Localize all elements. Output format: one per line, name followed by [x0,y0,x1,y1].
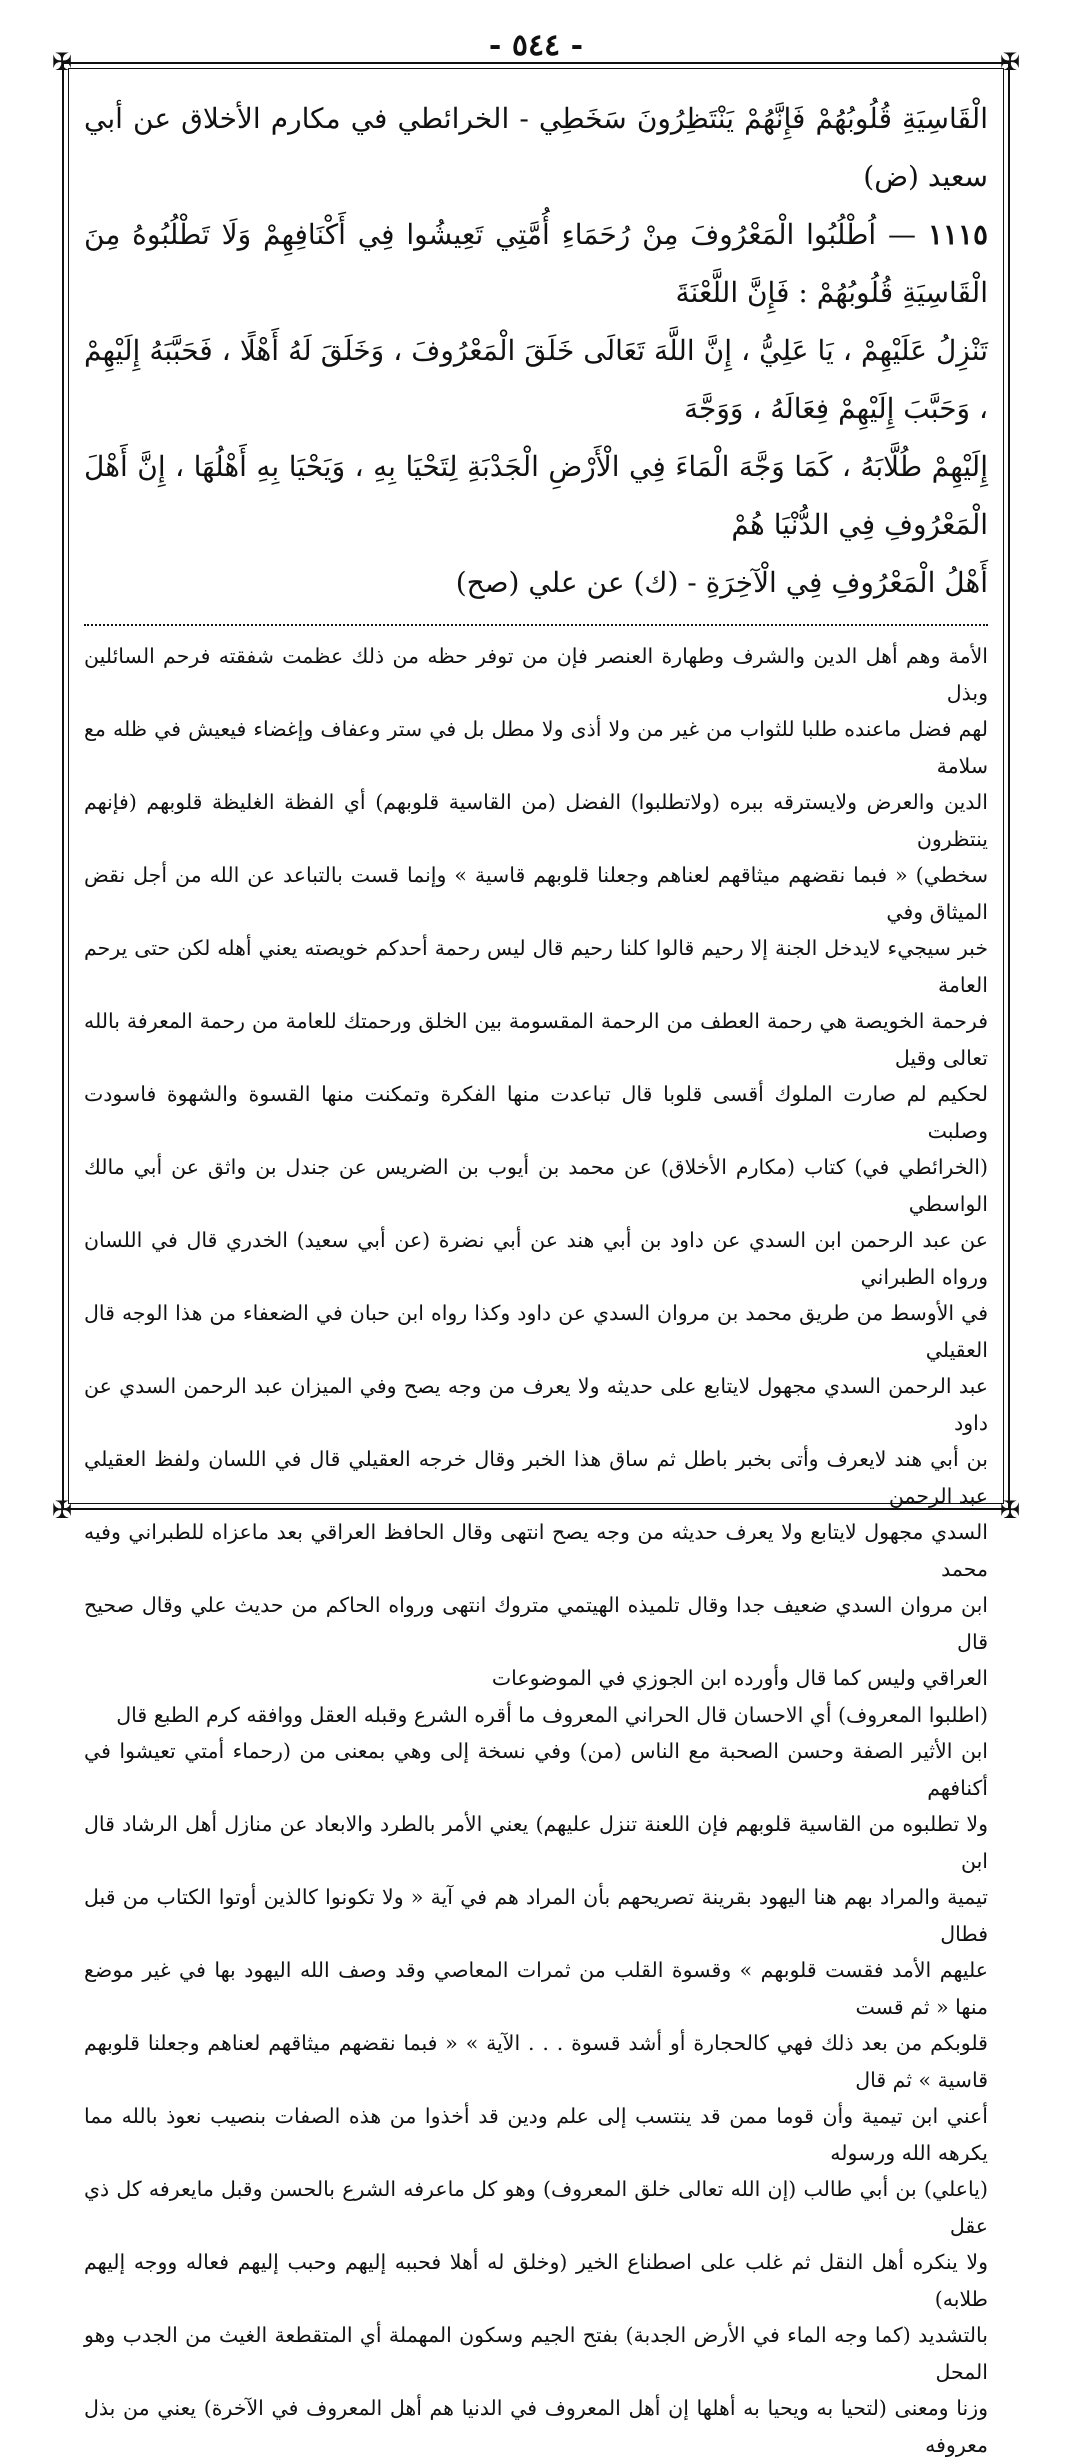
commentary-line: عن عبد الرحمن ابن السدي عن داود بن أبي هند عن أبي نضرة (عن أبي سعيد) الخدري قال في اللسان ورواه الطبراني [84,1228,988,1289]
hadith-text-line: — اُطْلُبُوا الْمَعْرُوفَ مِنْ رُحَمَاءِ أُمَّتِي تَعِيشُوا فِي أَكْنَافِهِمْ وَلَا تَطْلُبُوهُ مِنَ الْقَاسِيَةِ قُلُوبُهُمْ : فَإِنَّ اللَّعْنَةَ [84,218,988,309]
commentary-line: قلوبكم من بعد ذلك فهي كالحجارة أو أشد قسوة . . . الآية » « فبما نقضهم ميثاقهم لعناهم وجعلنا قلوبهم قاسية » ثم قال [84,2031,988,2092]
hadith-number: ١١١٥ [927,218,988,251]
commentary-line: (اطلبوا المعروف) أي الاحسان قال الحراني المعروف ما أقره الشرع وقبله العقل ووافقه كرم الطبع قال [116,1702,988,1727]
commentary-line: خبر سيجيء لايدخل الجنة إلا رحيم قالوا كلنا رحيم قال ليس رحمة أحدكم خويصته يعني أهله لكن حتى يرحم العامة [84,936,988,997]
commentary-line: العراقي وليس كما قال وأورده ابن الجوزي في الموضوعات [491,1666,988,1690]
commentary-line: في الأوسط من طريق محمد بن مروان السدي عن داود وكذا رواه ابن حبان في الضعفاء من هذا الوجه قال العقيلي [84,1301,988,1362]
commentary-line: عليهم الأمد فقست قلوبهم » وقسوة القلب من ثمرات المعاصي وقد وصف الله اليهود بها في غير موضع منها « ثم قست [84,1958,988,2019]
commentary-line: لهم فضل ماعنده طلبا للثواب من غير من ولا أذى ولا مطل بل في ستر وعفاف وإغضاء فيعيش في ظله مع سلامة [84,717,988,778]
corner-ornament-icon: ✠ [51,48,73,76]
commentary-line: ابن الأثير الصفة وحسن الصحبة مع الناس (من) وفي نسخة إلى وهي بمعنى من (رحماء أمتي تعيشوا في أكنافهم [84,1739,988,1800]
commentary-block [84,638,988,2463]
hadith-continuation: الْقَاسِيَةِ قُلُوبُهُمْ فَإِنَّهُمْ يَنْتَظِرُونَ سَخَطِي - الخرائطي في مكارم الأخلاق عن أبي سعيد (ض) [84,102,988,193]
commentary-line: أعني ابن تيمية وأن قوما ممن قد ينتسب إلى علم ودين قد أخذوا من هذه الصفات بنصيب نعوذ بالله مما يكرهه الله ورسوله [84,2104,988,2165]
commentary-line: ولا ينكره أهل النقل ثم غلب على اصطناع الخير (وخلق له أهلا فحببه إليهم وحبب إليهم فعاله ووجه إليهم طلابه) [84,2250,988,2311]
commentary-line: وزنا ومعنى (لتحيا به ويحيا به أهلها إن أهل المعروف في الدنيا هم أهل المعروف في الآخرة) يعني من بذل معروفه [84,2396,988,2457]
commentary-line: سخطي) « فبما نقضهم ميثاقهم لعناهم وجعلنا قلوبهم قاسية » وإنما قست بالتباعد عن الله من أجل نقض الميثاق وفي [84,863,988,924]
commentary-line: عبد الرحمن السدي مجهول لايتابع على حديثه ولا يعرف من وجه يصح وفي الميزان عبد الرحمن السدي عن داود [84,1374,988,1435]
hadith-block [84,90,988,612]
commentary-line: ولا تطلبوه من القاسية قلوبهم فإن اللعنة تنزل عليهم) يعني الأمر بالطرد والابعاد عن منازل أهل الرشاد قال ابن [84,1812,988,1873]
page-content [84,90,988,2463]
page-number: - ٥٤٤ - [488,28,584,63]
commentary-line: ابن مروان السدي ضعيف جدا وقال تلميذه الهيتمي متروك انتهى ورواه الحاكم من حديث علي وقال صحيح قال [84,1593,988,1654]
commentary-line: لحكيم لم صارت الملوك أقسى قلوبا قال تباعدت منها الفكرة وتمكنت منها القسوة والشهوة فاسودت وصلبت [84,1082,988,1143]
commentary-line: الدين والعرض ولايسترقه ببره (ولاتطلبوا) الفضل (من القاسية قلوبهم) أي الفظة الغليظة قلوبهم (فإنهم ينتظرون [84,790,988,851]
hadith-text-line: تَنْزِلُ عَلَيْهِمْ ، يَا عَلِيُّ ، إِنَّ اللَّهَ تَعَالَى خَلَقَ الْمَعْرُوفَ ، وَخَلَقَ لَهُ أَهْلًا ، فَحَبَّبَهُ إِلَيْهِمْ ، وَحَبَّبَ إِلَيْهِمْ فِعَالَهُ ، وَوَجَّهَ [84,334,988,425]
commentary-line: بالتشديد (كما وجه الماء في الأرض الجدبة) بفتح الجيم وسكون المهملة أي المتقطعة الغيث من الجدب وهو المحل [84,2323,988,2384]
commentary-line: (الخرائطي في) كتاب (مكارم الأخلاق) عن محمد بن أيوب بن الضريس عن جندل بن واثق عن أبي مالك الواسطي [84,1155,988,1216]
commentary-line: تيمية والمراد بهم هنا اليهود بقرينة تصريحهم بأن المراد هم في آية « ولا تكونوا كالذين أوتوا الكتاب من قبل فطال [84,1885,988,1946]
corner-ornament-icon: ✠ [999,48,1021,76]
section-divider [84,624,988,626]
commentary-line: بن أبي هند لايعرف وأتى بخبر باطل ثم ساق هذا الخبر وقال خرجه العقيلي قال في اللسان ولفظ العقيلي عبد الرحمن [84,1447,988,1508]
hadith-text-line: أَهْلُ الْمَعْرُوفِ فِي الْآخِرَةِ - (ك) عن علي (صح) [455,566,988,599]
hadith-first-line [84,206,988,322]
corner-ornament-icon: ✠ [999,1496,1021,1524]
commentary-line: (ياعلي) بن أبي طالب (إن الله تعالى خلق المعروف) وهو كل ماعرفه الشرع بالحسن وقبل مايعرفه كل ذي عقل [84,2177,988,2238]
corner-ornament-icon: ✠ [51,1496,73,1524]
commentary-line: السدي مجهول لايتابع ولا يعرف حديثه من وجه يصح انتهى وقال الحافظ العراقي بعد ماعزاه للطبراني وفيه محمد [84,1520,988,1581]
commentary-line: فرحمة الخويصة هي رحمة العطف من الرحمة المقسومة بين الخلق ورحمتك للعامة من رحمة المعرفة بالله تعالى وقيل [84,1009,988,1070]
commentary-line: الأمة وهم أهل الدين والشرف وطهارة العنصر فإن من توفر حظه من ذلك عظمت شفقته فرحم السائلين وبذل [84,644,988,705]
hadith-text-line: إِلَيْهِمْ طُلَّابَهُ ، كَمَا وَجَّهَ الْمَاءَ فِي الْأَرْضِ الْجَدْبَةِ لِتَحْيَا بِهِ ، وَيَحْيَا بِهِ أَهْلُهَا ، إِنَّ أَهْلَ الْمَعْرُوفِ فِي الدُّنْيَا هُمْ [84,450,988,541]
